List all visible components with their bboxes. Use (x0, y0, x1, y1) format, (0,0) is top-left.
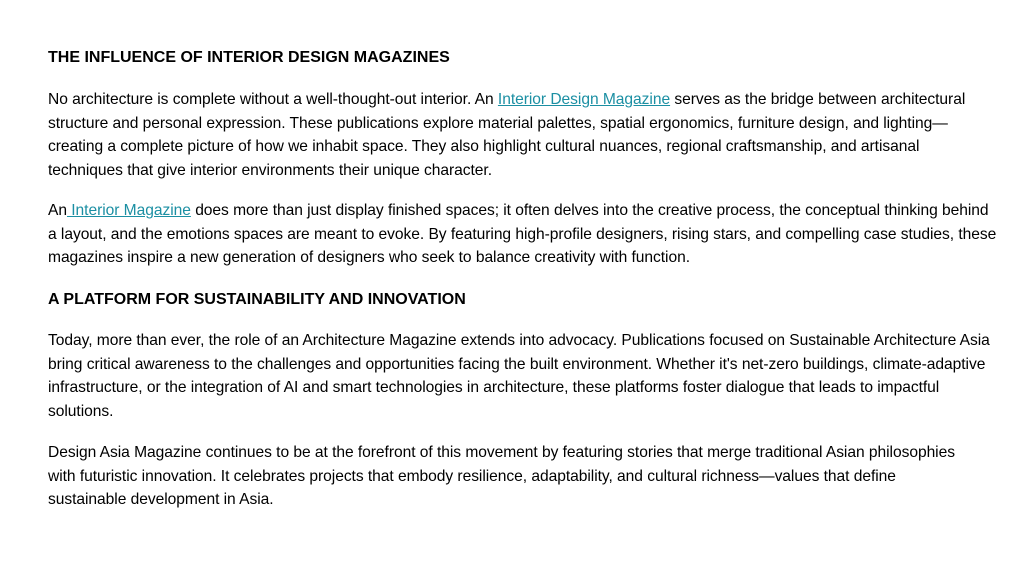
paragraph-text: does more than just display finished spaces; it often delves into the creative process, the conceptual thinking behind a layout, and the emotions spaces are meant to evoke. By featuring high-profile designers, rising stars, and compelling case studies, these magazines inspire a new generation of designers who seek to balance creativity with function. (48, 202, 997, 267)
paragraph-text: No architecture is complete without a well-thought-out interior. An (48, 91, 498, 108)
interior-magazine-link[interactable]: Interior Magazine (66, 202, 191, 219)
paragraph-text: serves as the bridge between architectural structure and personal expression. These publications explore material palettes, spatial ergonomics, furniture design, and lighting—creating a complete picture of how we inhabit space. They also highlight cultural nuances, regional craftsmanship, and artisanal techniques that give interior environments their unique character. (48, 91, 966, 179)
interior-design-magazine-link[interactable]: Interior Design Magazine (497, 91, 671, 108)
paragraph-text: An (48, 202, 67, 219)
paragraph-advocacy: Today, more than ever, the role of an Architecture Magazine extends into advocacy. Publications focused on Sustainable Architecture Asia bring critical awareness to the challenges and opportunities facing the built environment. Whether it's net-zero buildings, climate-adaptive infrastructure, or the integration of AI and smart technologies in architecture, these platforms foster dialogue that leads to impactful solutions. (48, 332, 990, 420)
paragraph-interior-magazine (48, 199, 998, 270)
paragraph-interior-intro (48, 88, 998, 182)
paragraph-design-asia: Design Asia Magazine continues to be at the forefront of this movement by featuring stories that merge traditional Asian philosophies with futuristic innovation. It celebrates projects that embody resilience, adaptability, and cultural richness—values that define sustainable development in Asia. (48, 444, 955, 509)
section-heading-sustainability: A PLATFORM FOR SUSTAINABILITY AND INNOVATION (48, 291, 466, 308)
section-heading-interior-design: THE INFLUENCE OF INTERIOR DESIGN MAGAZINES (48, 49, 450, 66)
